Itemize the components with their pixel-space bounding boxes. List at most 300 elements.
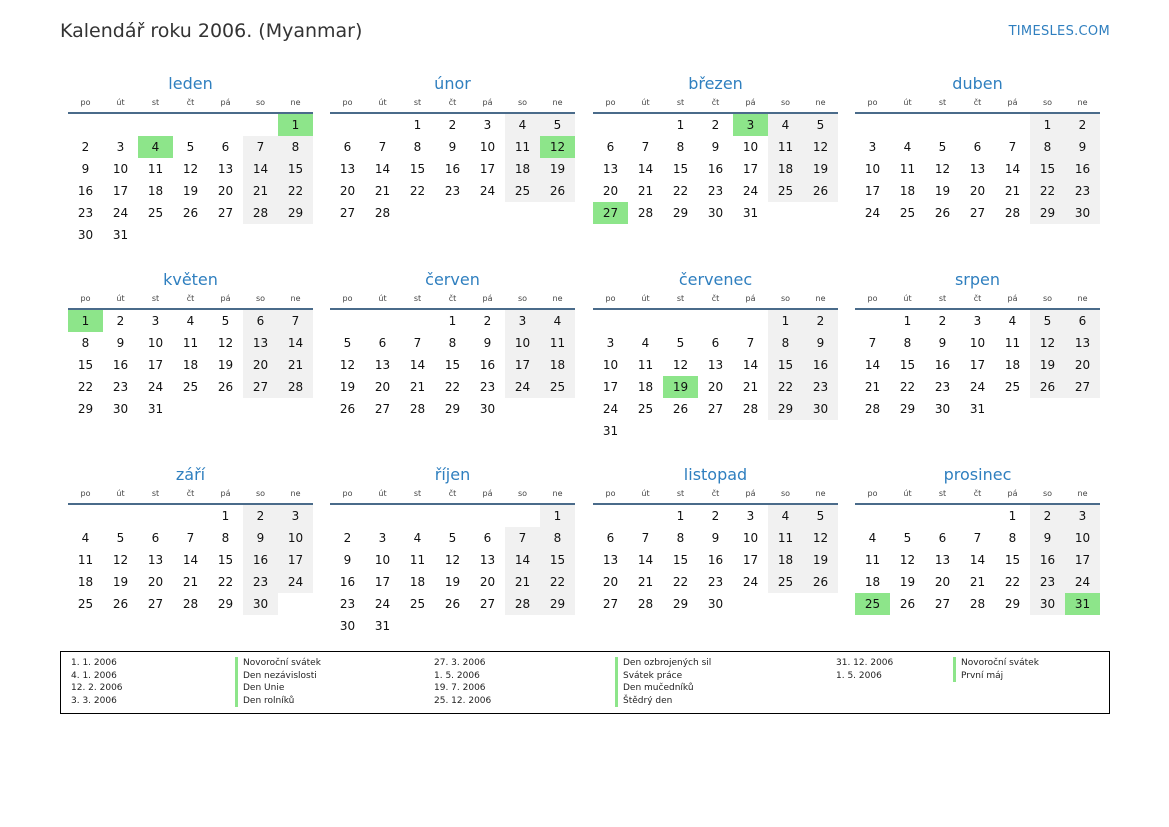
week-row [855,332,1100,354]
empty-cell [768,202,803,224]
day-cell: 19 [899,575,916,589]
empty-cell [138,114,173,136]
empty-cell [365,114,400,136]
day-cell: 25 [768,180,803,202]
day-cell: 4 [505,114,540,136]
day-cell: 12 [339,358,356,372]
day-cell: 4 [1008,314,1017,328]
day-cell: 29 [278,202,313,224]
empty-cell [435,615,470,637]
day-cell: 15 [217,553,234,567]
week-row [855,180,1100,202]
empty-cell [68,114,103,136]
day-cell: 10 [505,332,540,354]
weekday-label: st [676,489,685,498]
day-cell: 11 [540,332,575,354]
day-cell: 28 [182,597,199,611]
empty-cell [663,310,698,332]
holiday-day-cell: 25 [855,593,890,615]
day-cell: 6 [606,531,615,545]
day-cell: 14 [409,358,426,372]
day-cell: 25 [637,402,654,416]
day-cell: 7 [278,310,313,332]
day-cell: 4 [81,531,90,545]
weekday-label: po [80,294,91,303]
weekday-label: čt [448,489,457,498]
empty-cell [68,505,103,527]
week-row [855,549,1100,571]
week-row [855,376,1100,398]
day-cell: 27 [479,597,496,611]
week-row [593,354,838,376]
day-cell: 7 [413,336,422,350]
day-cell: 3 [378,531,387,545]
day-cell: 3 [868,140,877,154]
day-cell: 8 [448,336,457,350]
day-cell: 20 [479,575,496,589]
day-cell: 26 [112,597,129,611]
week-row [593,376,838,398]
week-row [68,593,313,615]
day-cell: 1 [768,310,803,332]
day-cell: 19 [803,158,838,180]
empty-cell [540,398,575,420]
day-cell: 24 [969,380,986,394]
site-link[interactable]: TIMESLES.COM [1008,24,1110,39]
day-cell: 28 [637,206,654,220]
day-cell: 13 [602,553,619,567]
day-cell: 27 [339,206,356,220]
empty-cell [400,615,435,637]
month-12 [855,464,1100,615]
day-cell: 30 [479,402,496,416]
day-cell: 9 [938,336,947,350]
month-5 [68,269,313,420]
day-cell: 26 [444,597,461,611]
day-cell: 8 [676,140,685,154]
day-cell: 8 [676,531,685,545]
day-cell: 21 [409,380,426,394]
empty-cell [925,114,960,136]
weekday-label: pá [482,294,493,303]
day-cell: 10 [278,527,313,549]
month-6 [330,269,575,420]
empty-cell [330,310,365,332]
weekday-label: st [676,294,685,303]
day-cell: 2 [243,505,278,527]
day-cell: 17 [969,358,986,372]
empty-cell [173,505,208,527]
weekday-label: čt [448,294,457,303]
week-row [68,158,313,180]
day-cell: 14 [505,549,540,571]
day-cell: 10 [147,336,164,350]
day-cell: 10 [1065,527,1100,549]
day-cell: 25 [182,380,199,394]
day-cell: 20 [374,380,391,394]
day-cell: 31 [742,206,759,220]
day-cell: 16 [77,184,94,198]
week-row [855,505,1100,527]
day-cell: 17 [505,354,540,376]
week-row [593,398,838,420]
week-row [68,202,313,224]
day-cell: 29 [672,597,689,611]
weekday-label: st [151,489,160,498]
month-name: srpen [954,270,1001,289]
day-cell: 26 [899,597,916,611]
day-cell: 29 [217,597,234,611]
day-cell: 23 [707,184,724,198]
legend-date: 31. 12. 2006 [836,658,894,668]
day-cell: 13 [602,162,619,176]
week-row [593,571,838,593]
day-cell: 29 [672,206,689,220]
day-cell: 22 [278,180,313,202]
day-cell: 17 [278,549,313,571]
weekday-label: so [517,294,528,303]
legend-holiday-name: Novoroční svátek [235,657,321,670]
week-row [68,180,313,202]
day-cell: 2 [1030,505,1065,527]
day-cell: 7 [746,336,755,350]
day-cell: 9 [1030,527,1065,549]
day-cell: 5 [116,531,125,545]
day-cell: 12 [672,358,689,372]
weekday-header [855,292,1100,310]
empty-cell [505,202,540,224]
day-cell: 6 [606,140,615,154]
day-cell: 25 [505,180,540,202]
day-cell: 28 [1004,206,1021,220]
day-cell: 17 [742,162,759,176]
week-row [330,180,575,202]
day-cell: 5 [903,531,912,545]
weekday-label: út [903,489,912,498]
weekday-label: čt [973,294,982,303]
day-cell: 8 [221,531,230,545]
day-cell: 6 [343,140,352,154]
day-cell: 31 [602,424,619,438]
day-cell: 8 [413,140,422,154]
day-cell: 9 [711,531,720,545]
day-cell: 27 [147,597,164,611]
day-cell: 15 [899,358,916,372]
day-cell: 2 [116,314,125,328]
empty-cell [138,505,173,527]
day-cell: 19 [1030,354,1065,376]
day-cell: 17 [374,575,391,589]
weekday-label: po [867,294,878,303]
day-cell: 5 [803,505,838,527]
day-cell: 23 [707,575,724,589]
day-cell: 1 [448,314,457,328]
empty-cell [925,505,960,527]
weekday-header [68,96,313,114]
day-cell: 9 [343,553,352,567]
empty-cell [995,114,1030,136]
day-cell: 23 [934,380,951,394]
week-row [855,158,1100,180]
week-row [68,354,313,376]
month-name: leden [168,74,213,93]
day-cell: 2 [483,314,492,328]
week-row [330,136,575,158]
day-cell: 24 [147,380,164,394]
day-cell: 20 [339,184,356,198]
day-cell: 4 [540,310,575,332]
day-cell: 16 [934,358,951,372]
empty-cell [505,505,540,527]
weekday-label: ne [552,489,563,498]
week-row [593,114,838,136]
month-3 [593,73,838,224]
month-11 [593,464,838,615]
day-cell: 1 [540,505,575,527]
month-name: červenec [678,270,753,289]
week-row [330,398,575,420]
day-cell: 15 [278,158,313,180]
day-cell: 24 [278,571,313,593]
empty-cell [173,224,208,246]
day-cell: 23 [444,184,461,198]
weekday-header [68,487,313,505]
week-row [330,615,575,637]
day-cell: 9 [1065,136,1100,158]
week-row [593,420,838,442]
day-cell: 27 [217,206,234,220]
month-name: květen [163,270,218,289]
day-cell: 28 [742,402,759,416]
empty-cell [593,310,628,332]
month-7 [593,269,838,442]
legend-date: 1. 5. 2006 [434,670,480,681]
day-cell: 13 [374,358,391,372]
empty-cell [278,593,313,615]
day-cell: 13 [934,553,951,567]
day-cell: 27 [1065,376,1100,398]
week-row [330,332,575,354]
day-cell: 27 [934,597,951,611]
day-cell: 16 [1030,549,1065,571]
month-name: duben [952,74,1003,93]
day-cell: 21 [278,354,313,376]
day-cell: 30 [1065,202,1100,224]
day-cell: 20 [602,184,619,198]
day-cell: 13 [339,162,356,176]
day-cell: 31 [147,402,164,416]
day-cell: 2 [711,118,720,132]
week-row [593,158,838,180]
empty-cell [698,420,733,442]
weekday-label: st [151,294,160,303]
day-cell: 31 [969,402,986,416]
day-cell: 14 [1004,162,1021,176]
empty-cell [890,505,925,527]
day-cell: 25 [899,206,916,220]
empty-cell [330,114,365,136]
day-cell: 3 [973,314,982,328]
day-cell: 12 [934,162,951,176]
empty-cell [470,505,505,527]
empty-cell [768,420,803,442]
week-row [330,354,575,376]
day-cell: 22 [672,184,689,198]
day-cell: 14 [637,162,654,176]
week-row [855,593,1100,615]
day-cell: 6 [938,531,947,545]
day-cell: 24 [742,184,759,198]
day-cell: 4 [768,114,803,136]
day-cell: 18 [899,184,916,198]
day-cell: 27 [602,597,619,611]
weekday-label: út [116,98,125,107]
weekday-label: ne [290,98,301,107]
month-name: červen [425,270,480,289]
day-cell: 6 [1065,310,1100,332]
day-cell: 1 [413,118,422,132]
day-cell: 17 [147,358,164,372]
day-cell: 5 [938,140,947,154]
weekday-label: čt [711,98,720,107]
weekday-label: st [413,294,422,303]
day-cell: 10 [969,336,986,350]
month-10 [330,464,575,637]
day-cell: 27 [707,402,724,416]
day-cell: 5 [540,114,575,136]
empty-cell [470,202,505,224]
empty-cell [855,114,890,136]
day-cell: 22 [1030,180,1065,202]
weekday-label: po [80,98,91,107]
day-cell: 10 [374,553,391,567]
weekday-label: ne [290,294,301,303]
empty-cell [173,398,208,420]
day-cell: 14 [374,162,391,176]
legend-date: 12. 2. 2006 [71,683,123,694]
month-name: březen [688,74,743,93]
day-cell: 31 [112,228,129,242]
week-row [593,180,838,202]
legend-holiday-name: Štědrý den [615,695,711,708]
day-cell: 15 [444,358,461,372]
empty-cell [890,114,925,136]
day-cell: 22 [444,380,461,394]
day-cell: 21 [1004,184,1021,198]
day-cell: 10 [742,140,759,154]
weekday-label: po [867,489,878,498]
legend-date: 19. 7. 2006 [434,683,486,694]
week-row [330,202,575,224]
day-cell: 26 [803,571,838,593]
day-cell: 24 [374,597,391,611]
month-name: listopad [683,465,748,484]
week-row [330,505,575,527]
weekday-label: st [413,98,422,107]
weekday-label: so [517,98,528,107]
week-row [68,527,313,549]
day-cell: 15 [768,354,803,376]
month-name: únor [434,74,471,93]
day-cell: 20 [1065,354,1100,376]
day-cell: 4 [641,336,650,350]
empty-cell [243,398,278,420]
day-cell: 26 [672,402,689,416]
weekday-label: ne [815,489,826,498]
day-cell: 8 [540,527,575,549]
month-8 [855,269,1100,420]
day-cell: 18 [864,575,881,589]
weekday-label: so [1042,98,1053,107]
week-row [330,593,575,615]
empty-cell [628,505,663,527]
weekday-label: pá [1007,98,1018,107]
day-cell: 30 [339,619,356,633]
day-cell: 30 [934,402,951,416]
empty-cell [628,420,663,442]
day-cell: 12 [803,136,838,158]
week-row [68,398,313,420]
day-cell: 22 [899,380,916,394]
day-cell: 1 [903,314,912,328]
day-cell: 3 [505,310,540,332]
day-cell: 2 [803,310,838,332]
week-row [855,136,1100,158]
legend-date: 4. 1. 2006 [71,670,117,681]
day-cell: 26 [1030,376,1065,398]
day-cell: 5 [448,531,457,545]
day-cell: 19 [540,158,575,180]
day-cell: 29 [444,402,461,416]
week-row [855,202,1100,224]
week-row [855,354,1100,376]
day-cell: 28 [637,597,654,611]
day-cell: 7 [505,527,540,549]
weekday-label: st [938,98,947,107]
day-cell: 13 [707,358,724,372]
day-cell: 8 [278,136,313,158]
day-cell: 8 [768,332,803,354]
day-cell: 5 [803,114,838,136]
legend-dates-column [71,657,123,707]
weekday-label: ne [552,98,563,107]
day-cell: 29 [899,402,916,416]
day-cell: 16 [243,549,278,571]
day-cell: 8 [1008,531,1017,545]
day-cell: 28 [505,593,540,615]
day-cell: 26 [803,180,838,202]
holiday-day-cell: 12 [540,136,575,158]
weekday-label: so [1042,294,1053,303]
day-cell: 3 [606,336,615,350]
day-cell: 9 [243,527,278,549]
weekday-label: po [342,98,353,107]
day-cell: 9 [448,140,457,154]
day-cell: 11 [768,136,803,158]
day-cell: 20 [707,380,724,394]
legend-date: 27. 3. 2006 [434,658,486,668]
day-cell: 14 [278,332,313,354]
day-cell: 16 [1065,158,1100,180]
day-cell: 16 [339,575,356,589]
weekday-label: út [378,294,387,303]
day-cell: 18 [409,575,426,589]
empty-cell [803,420,838,442]
day-cell: 29 [540,593,575,615]
empty-cell [103,114,138,136]
weekday-header [593,96,838,114]
day-cell: 12 [182,162,199,176]
